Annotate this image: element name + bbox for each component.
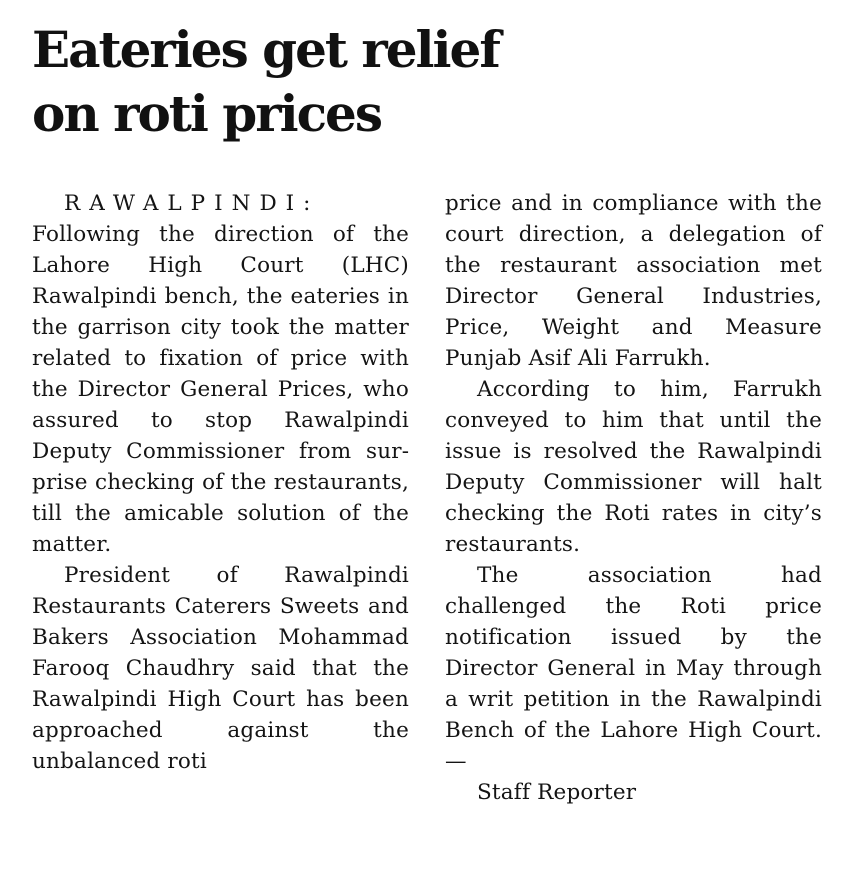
paragraph-2-continued [445,188,822,374]
article-body [32,188,822,808]
paragraph-4-text: The association had challenged the Roti price notification issued by the Director General in May through a writ petition in the Rawalpindi Bench of the Lahore High Court. — [445,563,822,774]
paragraph-2-start [32,560,409,777]
paragraph-3: According to him, Farrukh conveyed to him that until the issue is resolved the Rawalpindi Deputy Commissioner will halt checking the Roti rates in city’s restaurants. [445,377,822,557]
paragraph-1 [32,188,409,560]
column-right [445,188,822,808]
headline-line-1: Eateries get relief [32,20,499,79]
paragraph-4 [445,560,822,808]
paragraph-1-text: Following the direction of the Lahore High Court (LHC) Rawalpindi bench, the eateries in the garrison city took the matter related to fixation of price with the Director General Prices, who assured to stop Rawalpindi Deputy Commissioner from surprise checking of the restaurants, till the amicable solution of the matter. [32,222,409,557]
headline-line-2: on roti prices [32,84,382,143]
news-article [32,18,822,805]
byline: Staff Reporter [477,780,637,805]
paragraph-2-text-part-1: President of Rawalpindi Restaurants Caterers Sweets and Bakers Association Mohammad Farooq Chaudhry said that the Rawalpindi High Court has been approached against the unbalanced roti [32,563,409,774]
paragraph-2-text-part-2: price and in compliance with the court direction, a delegation of the restaurant association met Director General Industries, Price, Weight and Measure Punjab Asif Ali Farrukh. [445,191,822,371]
column-left [32,188,409,808]
headline [32,18,822,146]
dateline: RAWALPINDI: [64,191,320,216]
